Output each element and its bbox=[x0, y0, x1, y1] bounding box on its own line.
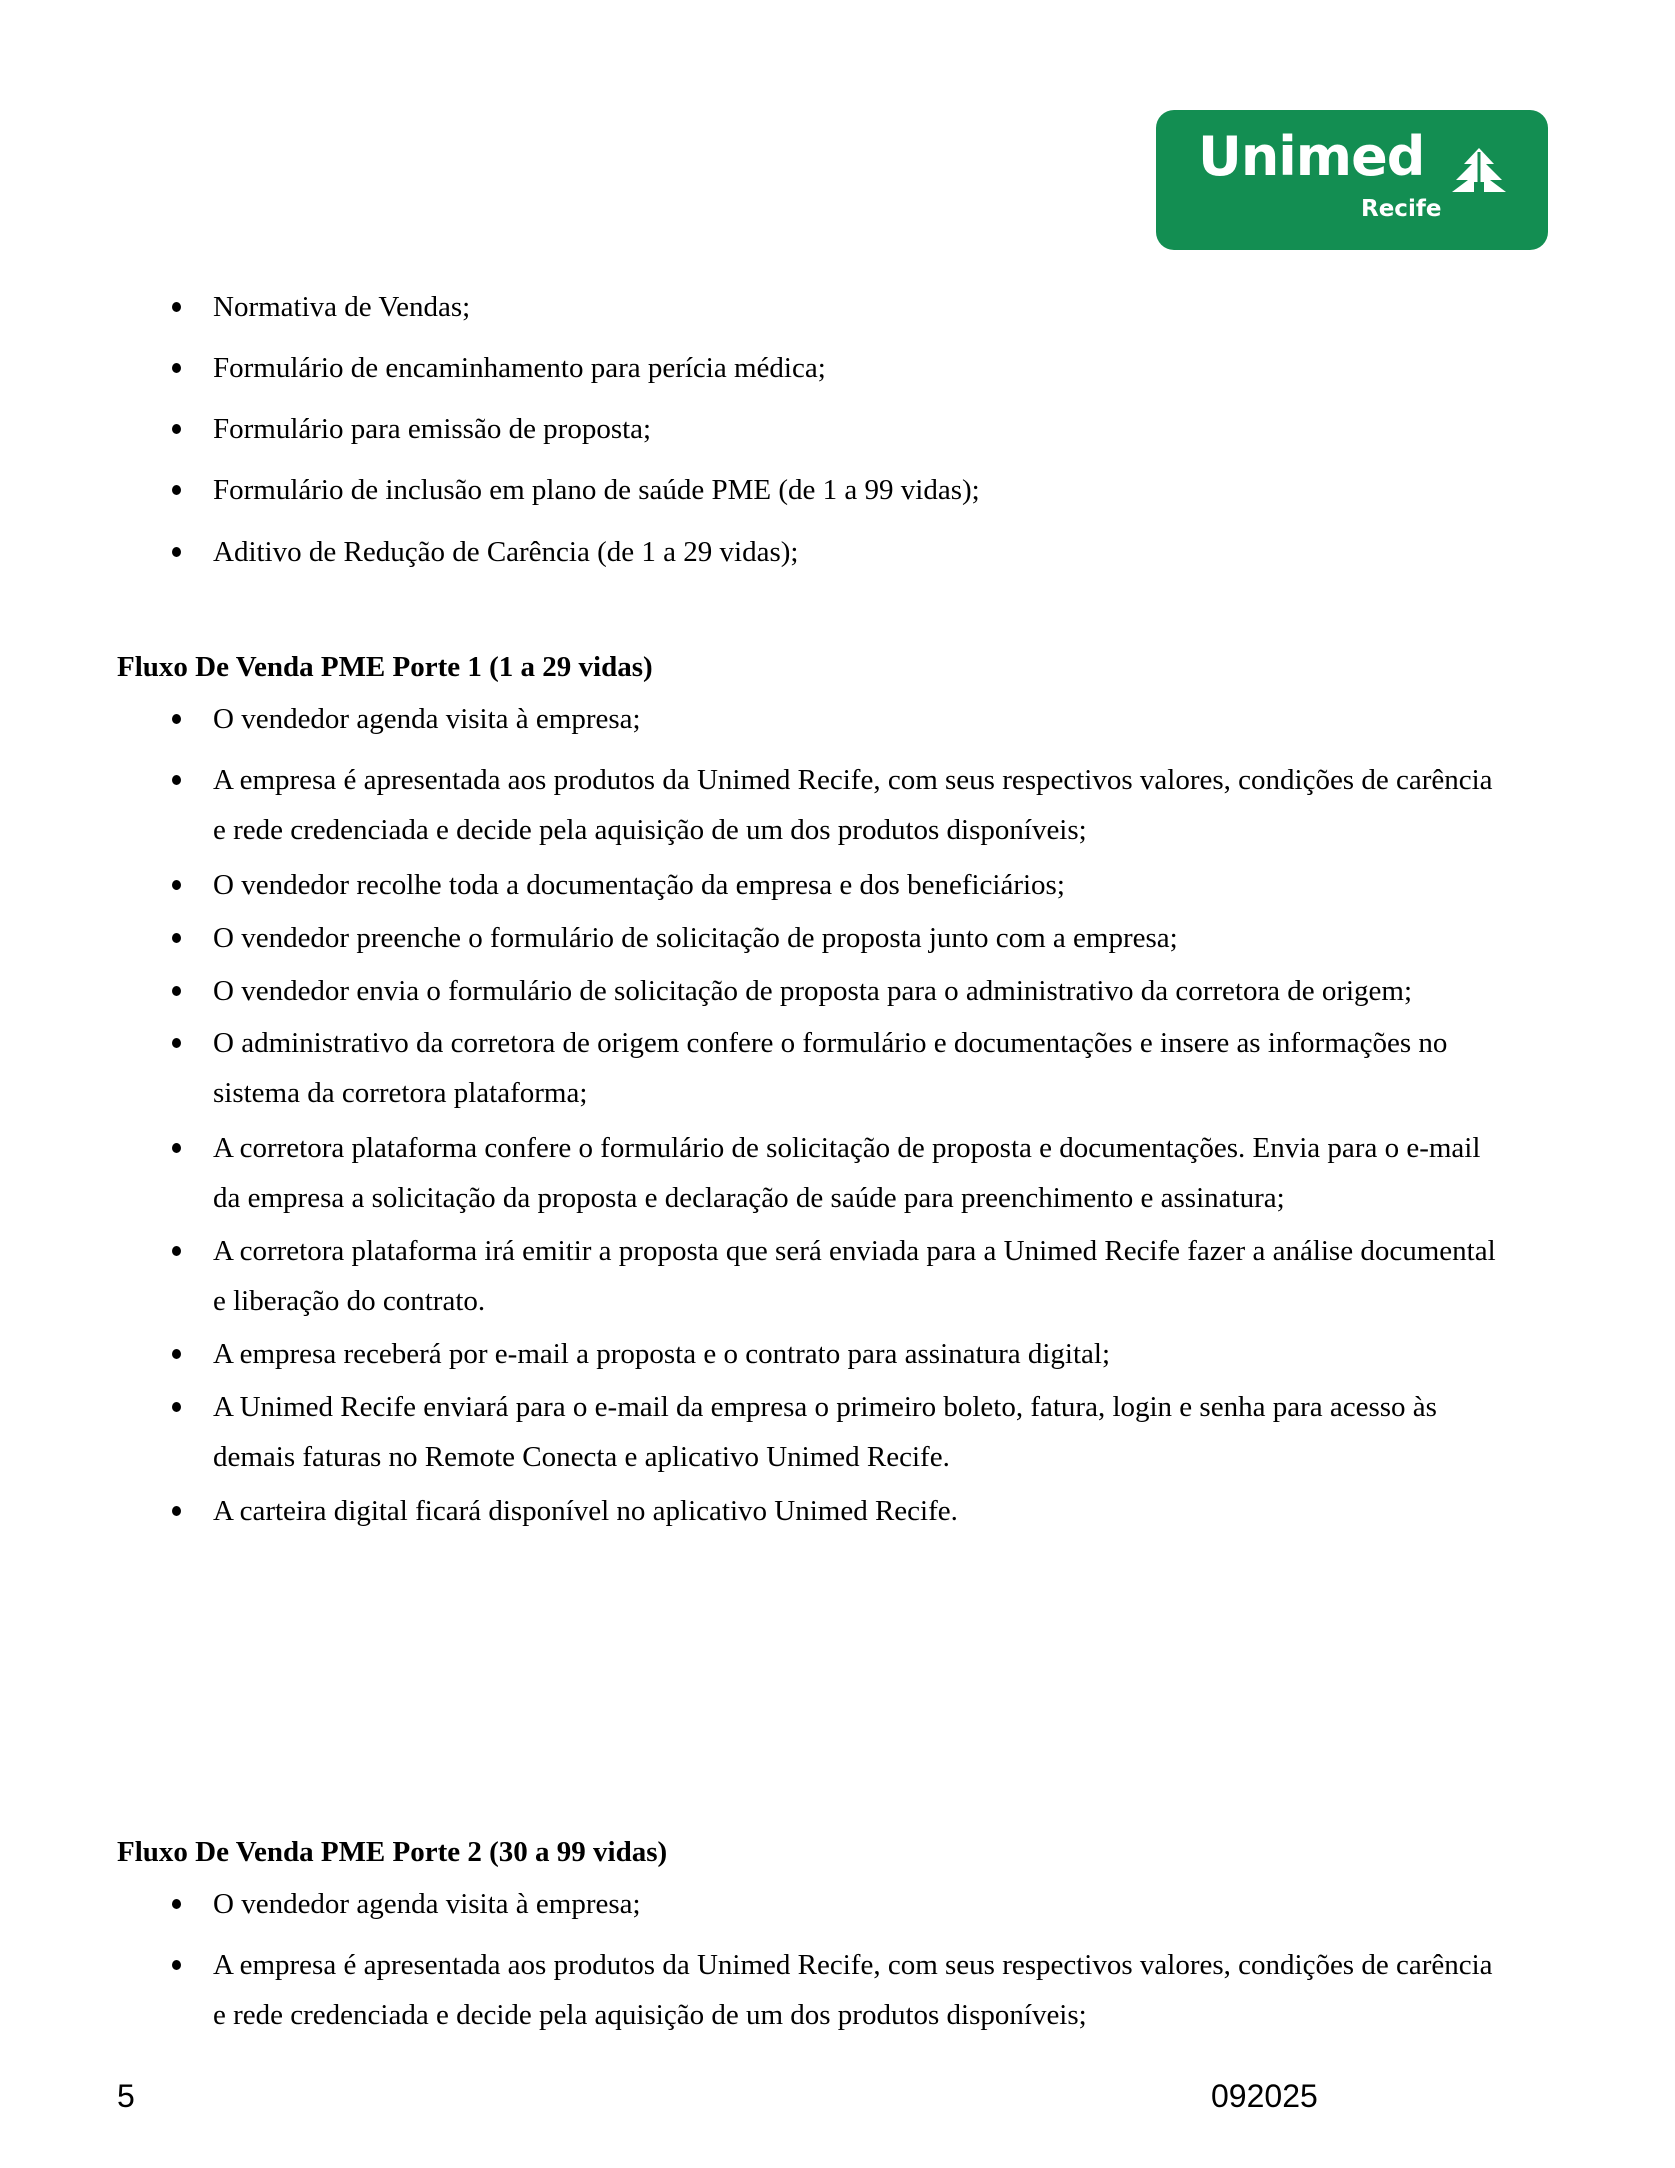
document-code: 092025 bbox=[1211, 2078, 1318, 2114]
list-item-text: O vendedor preenche o formulário de solicitação de proposta junto com a empresa; bbox=[213, 922, 1178, 954]
page-number: 5 bbox=[117, 2078, 135, 2114]
list-item-text: O administrativo da corretora de origem confere o formulário e documentações e insere as informações no bbox=[213, 1027, 1448, 1059]
bullet-icon bbox=[172, 1143, 181, 1153]
list-item-text: A carteira digital ficará disponível no aplicativo Unimed Recife. bbox=[213, 1495, 958, 1527]
list-item-text: demais faturas no Remote Conecta e aplicativo Unimed Recife. bbox=[213, 1441, 950, 1473]
list-item-text: O vendedor agenda visita à empresa; bbox=[213, 703, 641, 735]
bullet-icon bbox=[172, 1349, 181, 1359]
logo-city-text: Recife bbox=[1361, 196, 1442, 222]
list-item-text: e rede credenciada e decide pela aquisição de um dos produtos disponíveis; bbox=[213, 1999, 1087, 2031]
list-item-text: A Unimed Recife enviará para o e-mail da empresa o primeiro boleto, fatura, login e senha para acesso às bbox=[213, 1391, 1437, 1423]
unimed-recife-logo bbox=[1156, 110, 1548, 250]
list-item-text: e rede credenciada e decide pela aquisição de um dos produtos disponíveis; bbox=[213, 814, 1087, 846]
bullet-icon bbox=[172, 1506, 181, 1516]
list-item-text: da empresa a solicitação da proposta e declaração de saúde para preenchimento e assinatura; bbox=[213, 1182, 1285, 1214]
list-item-text: A corretora plataforma irá emitir a proposta que será enviada para a Unimed Recife fazer a análise documental bbox=[213, 1235, 1496, 1267]
list-item: Aditivo de Redução de Carência (de 1 a 29 vidas); bbox=[213, 536, 799, 568]
section-heading-porte-1: Fluxo De Venda PME Porte 1 (1 a 29 vidas) bbox=[117, 651, 653, 683]
list-item-text: A empresa receberá por e-mail a proposta e o contrato para assinatura digital; bbox=[213, 1338, 1111, 1370]
list-item-text: O vendedor envia o formulário de solicitação de proposta para o administrativo da corretora de origem; bbox=[213, 975, 1413, 1007]
bullet-icon bbox=[172, 302, 181, 312]
bullet-icon bbox=[172, 1038, 181, 1048]
list-item-text: O vendedor recolhe toda a documentação da empresa e dos beneficiários; bbox=[213, 869, 1065, 901]
bullet-icon bbox=[172, 1960, 181, 1970]
list-item: Formulário de encaminhamento para perícia médica; bbox=[213, 352, 826, 384]
list-item-text: A empresa é apresentada aos produtos da Unimed Recife, com seus respectivos valores, condições de carência bbox=[213, 1949, 1493, 1981]
list-item-text: sistema da corretora plataforma; bbox=[213, 1077, 588, 1109]
bullet-icon bbox=[172, 363, 181, 373]
bullet-icon bbox=[172, 485, 181, 495]
list-item: Formulário de inclusão em plano de saúde PME (de 1 a 99 vidas); bbox=[213, 474, 980, 506]
bullet-icon bbox=[172, 1899, 181, 1909]
bullet-icon bbox=[172, 424, 181, 434]
list-item-text: e liberação do contrato. bbox=[213, 1285, 486, 1317]
bullet-icon bbox=[172, 547, 181, 557]
list-item-text: O vendedor agenda visita à empresa; bbox=[213, 1888, 641, 1920]
list-item: Normativa de Vendas; bbox=[213, 291, 471, 323]
bullet-icon bbox=[172, 986, 181, 996]
unimed-tree-icon bbox=[1446, 148, 1512, 192]
list-item: Formulário para emissão de proposta; bbox=[213, 413, 652, 445]
bullet-icon bbox=[172, 933, 181, 943]
section-heading-porte-2: Fluxo De Venda PME Porte 2 (30 a 99 vidas) bbox=[117, 1836, 668, 1868]
bullet-icon bbox=[172, 1246, 181, 1256]
list-item-text: A corretora plataforma confere o formulário de solicitação de proposta e documentações. Envia para o e-mail bbox=[213, 1132, 1481, 1164]
list-item-text: A empresa é apresentada aos produtos da Unimed Recife, com seus respectivos valores, condições de carência bbox=[213, 764, 1493, 796]
bullet-icon bbox=[172, 714, 181, 724]
bullet-icon bbox=[172, 880, 181, 890]
bullet-icon bbox=[172, 1402, 181, 1412]
logo-brand-text: Unimed bbox=[1198, 125, 1425, 188]
bullet-icon bbox=[172, 775, 181, 785]
